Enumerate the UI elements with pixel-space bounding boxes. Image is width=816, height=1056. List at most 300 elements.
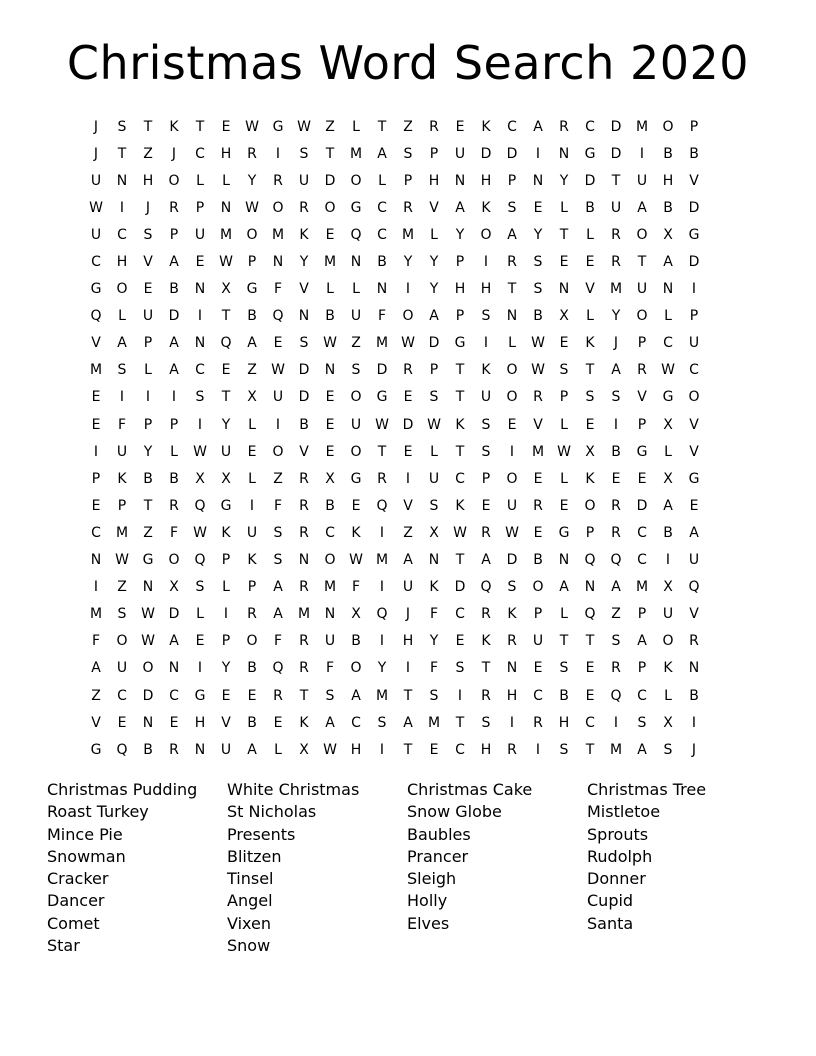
grid-letter: Z: [91, 687, 101, 704]
grid-letter: M: [89, 606, 103, 623]
grid-letter: X: [663, 714, 673, 731]
grid-letter: N: [324, 606, 336, 623]
grid-letter: Z: [351, 335, 361, 352]
grid-letter: N: [532, 172, 544, 189]
grid-letter: O: [636, 226, 648, 243]
grid-letter: J: [93, 145, 99, 162]
grid-letter: D: [610, 118, 622, 135]
grid-letter: E: [689, 497, 699, 514]
word-list-item: Snowman: [47, 846, 126, 866]
grid-letter: X: [663, 579, 673, 596]
grid-letter: R: [429, 118, 439, 135]
grid-letter: E: [585, 416, 595, 433]
grid-letter: N: [558, 281, 570, 298]
grid-letter: C: [325, 524, 335, 541]
grid-letter: O: [584, 497, 596, 514]
grid-letter: C: [455, 470, 465, 487]
word-list-item: Roast Turkey: [47, 802, 149, 822]
grid-letter: O: [350, 660, 362, 677]
word-list-item: Sprouts: [587, 824, 649, 844]
grid-letter: O: [688, 389, 700, 406]
grid-letter: N: [116, 172, 128, 189]
grid-letter: K: [481, 118, 491, 135]
grid-letter: I: [145, 389, 151, 406]
grid-letter: R: [377, 470, 387, 487]
grid-letter: P: [637, 416, 647, 433]
grid-letter: U: [480, 389, 492, 406]
grid-letter: R: [299, 199, 309, 216]
grid-letter: F: [273, 633, 283, 650]
grid-letter: O: [662, 118, 674, 135]
grid-letter: A: [117, 335, 127, 352]
grid-letter: J: [145, 199, 151, 216]
grid-letter: U: [220, 443, 232, 460]
grid-letter: U: [402, 579, 414, 596]
grid-letter: Q: [220, 335, 232, 352]
word-list-item: White Christmas: [227, 780, 360, 799]
grid-letter: B: [247, 660, 257, 677]
grid-letter: Y: [429, 281, 439, 298]
grid-row: [83, 248, 735, 275]
grid-letter: G: [454, 335, 466, 352]
grid-letter: E: [533, 199, 543, 216]
grid-letter: S: [611, 389, 621, 406]
grid-letter: R: [247, 606, 257, 623]
grid-letter: T: [637, 254, 647, 271]
grid-letter: B: [663, 199, 673, 216]
grid-row: [83, 574, 735, 601]
grid-letter: Z: [117, 579, 127, 596]
grid-letter: P: [585, 524, 595, 541]
grid-letter: D: [688, 199, 700, 216]
grid-letter: I: [197, 308, 203, 325]
grid-letter: A: [481, 552, 491, 569]
grid-letter: N: [506, 660, 518, 677]
grid-letter: R: [507, 633, 517, 650]
grid-letter: A: [169, 254, 179, 271]
grid-letter: L: [430, 443, 438, 460]
grid-letter: G: [688, 470, 700, 487]
grid-letter: P: [143, 335, 153, 352]
grid-letter: N: [90, 552, 102, 569]
word-list-column: [227, 779, 407, 957]
grid-letter: I: [223, 606, 229, 623]
grid-letter: G: [194, 687, 206, 704]
grid-letter: I: [93, 443, 99, 460]
grid-letter: R: [507, 741, 517, 758]
grid-letter: T: [455, 362, 465, 379]
grid-letter: O: [168, 552, 180, 569]
grid-letter: W: [271, 362, 285, 379]
grid-letter: U: [662, 606, 674, 623]
grid-letter: Y: [559, 172, 569, 189]
grid-letter: O: [324, 199, 336, 216]
grid-letter: S: [611, 633, 621, 650]
grid-letter: E: [533, 470, 543, 487]
grid-letter: O: [532, 579, 544, 596]
grid-letter: K: [247, 552, 257, 569]
grid-letter: L: [170, 443, 178, 460]
grid-letter: Z: [403, 524, 413, 541]
grid-letter: P: [637, 335, 647, 352]
grid-letter: E: [585, 687, 595, 704]
grid-letter: W: [453, 524, 467, 541]
word-list-item: Star: [47, 936, 80, 956]
grid-letter: X: [663, 416, 673, 433]
grid-letter: M: [375, 552, 389, 569]
grid-letter: C: [351, 714, 361, 731]
grid-letter: Y: [221, 416, 231, 433]
grid-letter: X: [559, 308, 569, 325]
grid-letter: S: [663, 741, 673, 758]
grid-letter: L: [560, 416, 568, 433]
grid-letter: U: [246, 524, 258, 541]
grid-letter: E: [273, 335, 283, 352]
grid-letter: U: [636, 172, 648, 189]
grid-letter: I: [119, 389, 125, 406]
grid-letter: O: [116, 633, 128, 650]
grid-letter: V: [91, 714, 101, 731]
grid-letter: A: [169, 335, 179, 352]
word-list-item: Mistletoe: [587, 802, 661, 822]
grid-letter: U: [142, 308, 154, 325]
grid-letter: A: [403, 714, 413, 731]
grid-letter: E: [559, 497, 569, 514]
grid-letter: F: [91, 633, 101, 650]
grid-letter: B: [585, 199, 595, 216]
grid-letter: R: [611, 254, 621, 271]
grid-letter: N: [454, 172, 466, 189]
grid-letter: D: [480, 145, 492, 162]
grid-letter: I: [691, 714, 697, 731]
grid-letter: V: [91, 335, 101, 352]
grid-letter: U: [688, 335, 700, 352]
grid-letter: W: [245, 199, 259, 216]
grid-letter: A: [429, 308, 439, 325]
grid-letter: R: [299, 579, 309, 596]
grid-letter: K: [221, 524, 231, 541]
grid-row: [83, 655, 735, 682]
grid-letter: H: [454, 281, 466, 298]
grid-letter: S: [481, 443, 491, 460]
grid-letter: A: [273, 579, 283, 596]
grid-row: [83, 492, 735, 519]
grid-letter: O: [506, 470, 518, 487]
grid-letter: A: [351, 687, 361, 704]
grid-row: [83, 465, 735, 492]
grid-letter: P: [455, 254, 465, 271]
grid-letter: X: [429, 524, 439, 541]
word-list-item: Cupid: [587, 891, 634, 911]
grid-letter: K: [117, 470, 127, 487]
grid-letter: E: [273, 714, 283, 731]
grid-letter: I: [405, 281, 411, 298]
grid-letter: B: [689, 145, 699, 162]
grid-letter: F: [273, 281, 283, 298]
grid-letter: S: [559, 660, 569, 677]
grid-letter: R: [169, 741, 179, 758]
grid-letter: M: [635, 118, 649, 135]
grid-letter: F: [377, 308, 387, 325]
grid-letter: S: [429, 687, 439, 704]
grid-letter: U: [454, 145, 466, 162]
grid-letter: N: [220, 199, 232, 216]
grid-letter: T: [455, 552, 465, 569]
grid-letter: D: [636, 497, 648, 514]
grid-letter: Z: [325, 118, 335, 135]
grid-letter: H: [402, 633, 414, 650]
grid-letter: W: [297, 118, 311, 135]
grid-row: [83, 547, 735, 574]
grid-letter: S: [559, 741, 569, 758]
grid-letter: U: [220, 741, 232, 758]
grid-letter: K: [455, 416, 465, 433]
grid-letter: Q: [610, 552, 622, 569]
grid-letter: G: [90, 741, 102, 758]
grid-letter: R: [169, 199, 179, 216]
grid-letter: O: [636, 308, 648, 325]
grid-letter: B: [325, 497, 335, 514]
grid-letter: E: [403, 443, 413, 460]
grid-letter: I: [119, 199, 125, 216]
grid-letter: K: [455, 497, 465, 514]
grid-letter: S: [637, 714, 647, 731]
grid-letter: Z: [273, 470, 283, 487]
grid-letter: I: [405, 660, 411, 677]
grid-letter: I: [535, 145, 541, 162]
grid-letter: M: [609, 281, 623, 298]
grid-letter: X: [221, 281, 231, 298]
grid-letter: R: [481, 524, 491, 541]
grid-letter: U: [324, 633, 336, 650]
grid-letter: I: [665, 552, 671, 569]
grid-letter: E: [559, 335, 569, 352]
word-list-item: Mince Pie: [47, 824, 123, 844]
grid-letter: K: [507, 606, 517, 623]
grid-letter: Q: [350, 226, 362, 243]
grid-letter: P: [247, 254, 257, 271]
grid-letter: H: [480, 172, 492, 189]
grid-letter: N: [584, 579, 596, 596]
grid-letter: G: [142, 552, 154, 569]
grid-letter: J: [171, 145, 177, 162]
grid-letter: T: [403, 741, 413, 758]
grid-letter: Z: [247, 362, 257, 379]
grid-letter: I: [691, 281, 697, 298]
grid-letter: L: [430, 226, 438, 243]
grid-letter: P: [169, 416, 179, 433]
grid-letter: Q: [194, 497, 206, 514]
grid-letter: W: [115, 552, 129, 569]
grid-letter: U: [350, 308, 362, 325]
grid-letter: L: [144, 362, 152, 379]
grid-letter: R: [403, 199, 413, 216]
grid-letter: G: [272, 118, 284, 135]
grid-letter: K: [351, 524, 361, 541]
grid-letter: G: [246, 281, 258, 298]
grid-letter: T: [455, 714, 465, 731]
grid-letter: A: [637, 199, 647, 216]
word-list-item: Tinsel: [227, 869, 274, 889]
grid-letter: G: [688, 226, 700, 243]
grid-letter: E: [611, 470, 621, 487]
grid-letter: C: [377, 226, 387, 243]
grid-letter: O: [168, 172, 180, 189]
grid-letter: S: [429, 389, 439, 406]
page-title: Christmas Word Search 2020: [66, 36, 750, 90]
grid-letter: I: [249, 497, 255, 514]
grid-row: [83, 411, 735, 438]
grid-letter: O: [662, 633, 674, 650]
grid-letter: E: [455, 118, 465, 135]
grid-letter: N: [194, 335, 206, 352]
grid-letter: T: [611, 172, 621, 189]
grid-letter: G: [636, 443, 648, 460]
grid-letter: S: [533, 281, 543, 298]
grid-letter: I: [93, 579, 99, 596]
grid-letter: N: [688, 660, 700, 677]
grid-letter: O: [324, 552, 336, 569]
grid-row: [83, 113, 735, 140]
grid-letter: T: [325, 145, 335, 162]
grid-letter: N: [662, 281, 674, 298]
grid-letter: Q: [376, 606, 388, 623]
grid-letter: P: [247, 579, 257, 596]
grid-letter: F: [169, 524, 179, 541]
grid-letter: T: [299, 687, 309, 704]
word-list-item: Cracker: [47, 869, 109, 889]
grid-letter: K: [481, 633, 491, 650]
word-list-item: Comet: [47, 913, 100, 933]
grid-letter: X: [585, 443, 595, 460]
grid-letter: P: [689, 118, 699, 135]
grid-letter: L: [352, 281, 360, 298]
grid-letter: T: [481, 660, 491, 677]
grid-letter: S: [273, 552, 283, 569]
grid-letter: I: [379, 579, 385, 596]
grid-letter: B: [351, 633, 361, 650]
grid-letter: E: [221, 362, 231, 379]
grid-letter: E: [169, 714, 179, 731]
grid-letter: C: [663, 335, 673, 352]
grid-letter: M: [297, 606, 311, 623]
grid-letter: L: [196, 606, 204, 623]
grid-letter: R: [481, 687, 491, 704]
grid-letter: C: [585, 118, 595, 135]
grid-letter: D: [376, 362, 388, 379]
grid-letter: S: [299, 335, 309, 352]
grid-letter: W: [531, 335, 545, 352]
grid-letter: N: [506, 308, 518, 325]
grid-letter: E: [403, 389, 413, 406]
grid-letter: G: [584, 145, 596, 162]
grid-letter: X: [247, 389, 257, 406]
grid-letter: W: [349, 552, 363, 569]
grid-letter: P: [481, 470, 491, 487]
grid-letter: B: [325, 308, 335, 325]
grid-letter: Y: [455, 226, 465, 243]
grid-row: [83, 682, 735, 709]
grid-letter: O: [142, 660, 154, 677]
grid-letter: R: [689, 633, 699, 650]
grid-letter: P: [637, 606, 647, 623]
grid-letter: M: [375, 687, 389, 704]
grid-row: [83, 167, 735, 194]
grid-letter: A: [325, 714, 335, 731]
grid-letter: W: [193, 443, 207, 460]
grid-letter: V: [299, 281, 309, 298]
grid-letter: X: [663, 226, 673, 243]
grid-letter: D: [454, 579, 466, 596]
grid-row: [83, 709, 735, 736]
grid-letter: S: [117, 606, 127, 623]
grid-letter: R: [611, 497, 621, 514]
grid-letter: B: [689, 687, 699, 704]
grid-letter: I: [483, 335, 489, 352]
grid-letter: O: [402, 308, 414, 325]
grid-letter: R: [533, 714, 543, 731]
grid-letter: P: [221, 633, 231, 650]
grid-letter: P: [455, 308, 465, 325]
grid-letter: C: [507, 118, 517, 135]
grid-letter: I: [275, 416, 281, 433]
grid-letter: T: [117, 145, 127, 162]
grid-letter: L: [560, 606, 568, 623]
grid-letter: E: [533, 660, 543, 677]
grid-letter: G: [376, 389, 388, 406]
grid-letter: U: [194, 226, 206, 243]
grid-letter: N: [428, 552, 440, 569]
grid-letter: O: [506, 362, 518, 379]
word-list-item: Vixen: [227, 913, 271, 933]
grid-letter: H: [220, 145, 232, 162]
grid-letter: Z: [403, 118, 413, 135]
grid-letter: P: [429, 362, 439, 379]
grid-letter: X: [325, 470, 335, 487]
grid-letter: T: [507, 281, 517, 298]
grid-letter: I: [509, 714, 515, 731]
grid-letter: R: [403, 362, 413, 379]
grid-letter: H: [506, 687, 518, 704]
grid-letter: T: [559, 633, 569, 650]
grid-letter: Y: [533, 226, 543, 243]
grid-letter: I: [197, 660, 203, 677]
word-list-item: Holly: [407, 891, 448, 911]
grid-letter: E: [221, 118, 231, 135]
grid-letter: A: [91, 660, 101, 677]
grid-letter: O: [272, 199, 284, 216]
grid-letter: N: [350, 254, 362, 271]
grid-letter: G: [558, 524, 570, 541]
grid-letter: B: [377, 254, 387, 271]
grid-letter: D: [168, 308, 180, 325]
grid-letter: R: [273, 172, 283, 189]
grid-letter: E: [351, 497, 361, 514]
grid-letter: U: [506, 497, 518, 514]
grid-letter: R: [299, 497, 309, 514]
grid-letter: P: [91, 470, 101, 487]
grid-letter: S: [273, 524, 283, 541]
grid-letter: T: [585, 362, 595, 379]
grid-letter: Q: [610, 687, 622, 704]
grid-letter: L: [664, 443, 672, 460]
word-list-item: St Nicholas: [227, 802, 317, 822]
grid-letter: E: [455, 633, 465, 650]
grid-letter: R: [637, 362, 647, 379]
grid-letter: Q: [584, 606, 596, 623]
grid-letter: A: [611, 579, 621, 596]
grid-letter: Z: [611, 606, 621, 623]
